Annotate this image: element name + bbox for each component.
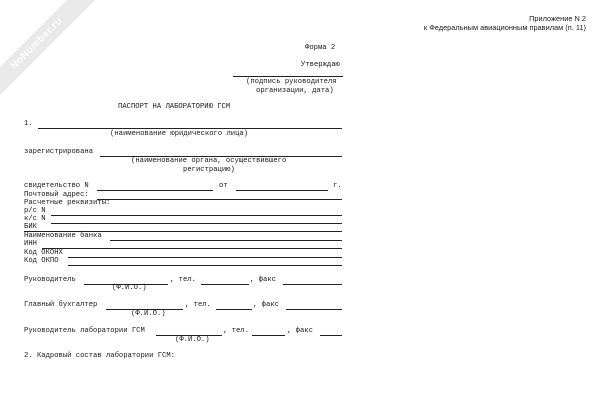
appendix-number: Приложение N 2 <box>529 14 586 23</box>
postal-line <box>97 199 342 200</box>
chief-accountant-tel-label: , тел. <box>185 301 211 309</box>
ks-label: к/с N <box>24 215 46 223</box>
approve-label: Утверждаю <box>301 61 340 69</box>
rs-label: р/с N <box>24 207 46 215</box>
lab-head-fax-label: , факс <box>287 327 313 335</box>
head-fax-text: факс <box>258 276 276 284</box>
registered-caption-1: (наименование органа, осуществившего <box>131 157 287 165</box>
bank-line <box>110 240 342 241</box>
head-label: Руководитель <box>24 276 76 284</box>
legal-entity-line <box>38 128 342 129</box>
head-fax-line <box>283 284 342 285</box>
lab-head-fax-line <box>320 335 342 336</box>
lab-head-tel-label: , тел. <box>223 327 249 335</box>
bik-label: БИК <box>24 223 37 231</box>
inn-line <box>42 248 342 249</box>
okonh-line <box>68 257 342 258</box>
chief-accountant-tel-line <box>216 309 252 310</box>
ks-line <box>51 223 342 224</box>
lab-head-label: Руководитель лаборатории ГСМ <box>24 327 145 335</box>
head-fax-label: , факс <box>250 276 276 284</box>
certificate-from: от <box>219 182 228 190</box>
section1-number: 1. <box>24 120 33 128</box>
approve-caption-2: организации, дата) <box>256 87 334 95</box>
lab-head-fax-text: факс <box>295 327 313 335</box>
okpo-line <box>68 265 342 266</box>
registered-label: зарегистрирована <box>24 148 94 156</box>
certificate-label: свидетельство N <box>24 182 89 190</box>
lab-head-tel-line <box>252 335 285 336</box>
certificate-year: г. <box>333 182 342 190</box>
approve-caption-1: (подпись руководителя <box>246 78 337 86</box>
appendix-reference: к Федеральным авиационным правилам (п. 11) <box>423 23 586 32</box>
approve-signature-line <box>233 76 343 77</box>
legal-entity-caption: (наименование юридического лица) <box>110 130 249 138</box>
okonh-label: Код ОКОНХ <box>24 249 63 257</box>
registered-caption-2: регистрацию) <box>183 166 235 174</box>
rs-line <box>51 215 342 216</box>
lab-head-tel-text: тел. <box>231 327 249 335</box>
appendix-header <box>424 14 586 32</box>
page-title: ПАСПОРТ НА ЛАБОРАТОРИЮ ГСМ <box>118 103 231 111</box>
details-label: Расчетные реквизиты: <box>24 199 111 207</box>
postal-label: Почтовый адрес: <box>24 191 89 199</box>
head-tel-text: тел. <box>178 276 196 284</box>
certificate-number-line <box>97 190 213 191</box>
chief-accountant-fax-line <box>286 309 342 310</box>
chief-accountant-fio-caption: (Ф.И.О.) <box>131 310 166 318</box>
form-label: Форма 2 <box>305 44 336 52</box>
section2-heading: 2. Кадровый состав лаборатории ГСМ: <box>24 352 175 360</box>
lab-head-fio-caption: (Ф.И.О.) <box>175 336 210 344</box>
chief-accountant-tel-text: тел. <box>193 301 211 309</box>
chief-accountant-label: Главный бухгалтер <box>24 301 98 309</box>
head-fio-caption: (Ф.И.О.) <box>112 284 147 292</box>
head-tel-label: , тел. <box>170 276 196 284</box>
chief-accountant-fax-text: факс <box>261 301 279 309</box>
certificate-date-line <box>236 190 328 191</box>
inn-label: ИНН <box>24 240 37 248</box>
watermark: NoNumber.ru <box>0 0 97 104</box>
head-tel-line <box>201 284 249 285</box>
bank-label: Наименование банка <box>24 232 102 240</box>
chief-accountant-fax-label: , факс <box>253 301 279 309</box>
okpo-label: Код ОКПО <box>24 257 59 265</box>
